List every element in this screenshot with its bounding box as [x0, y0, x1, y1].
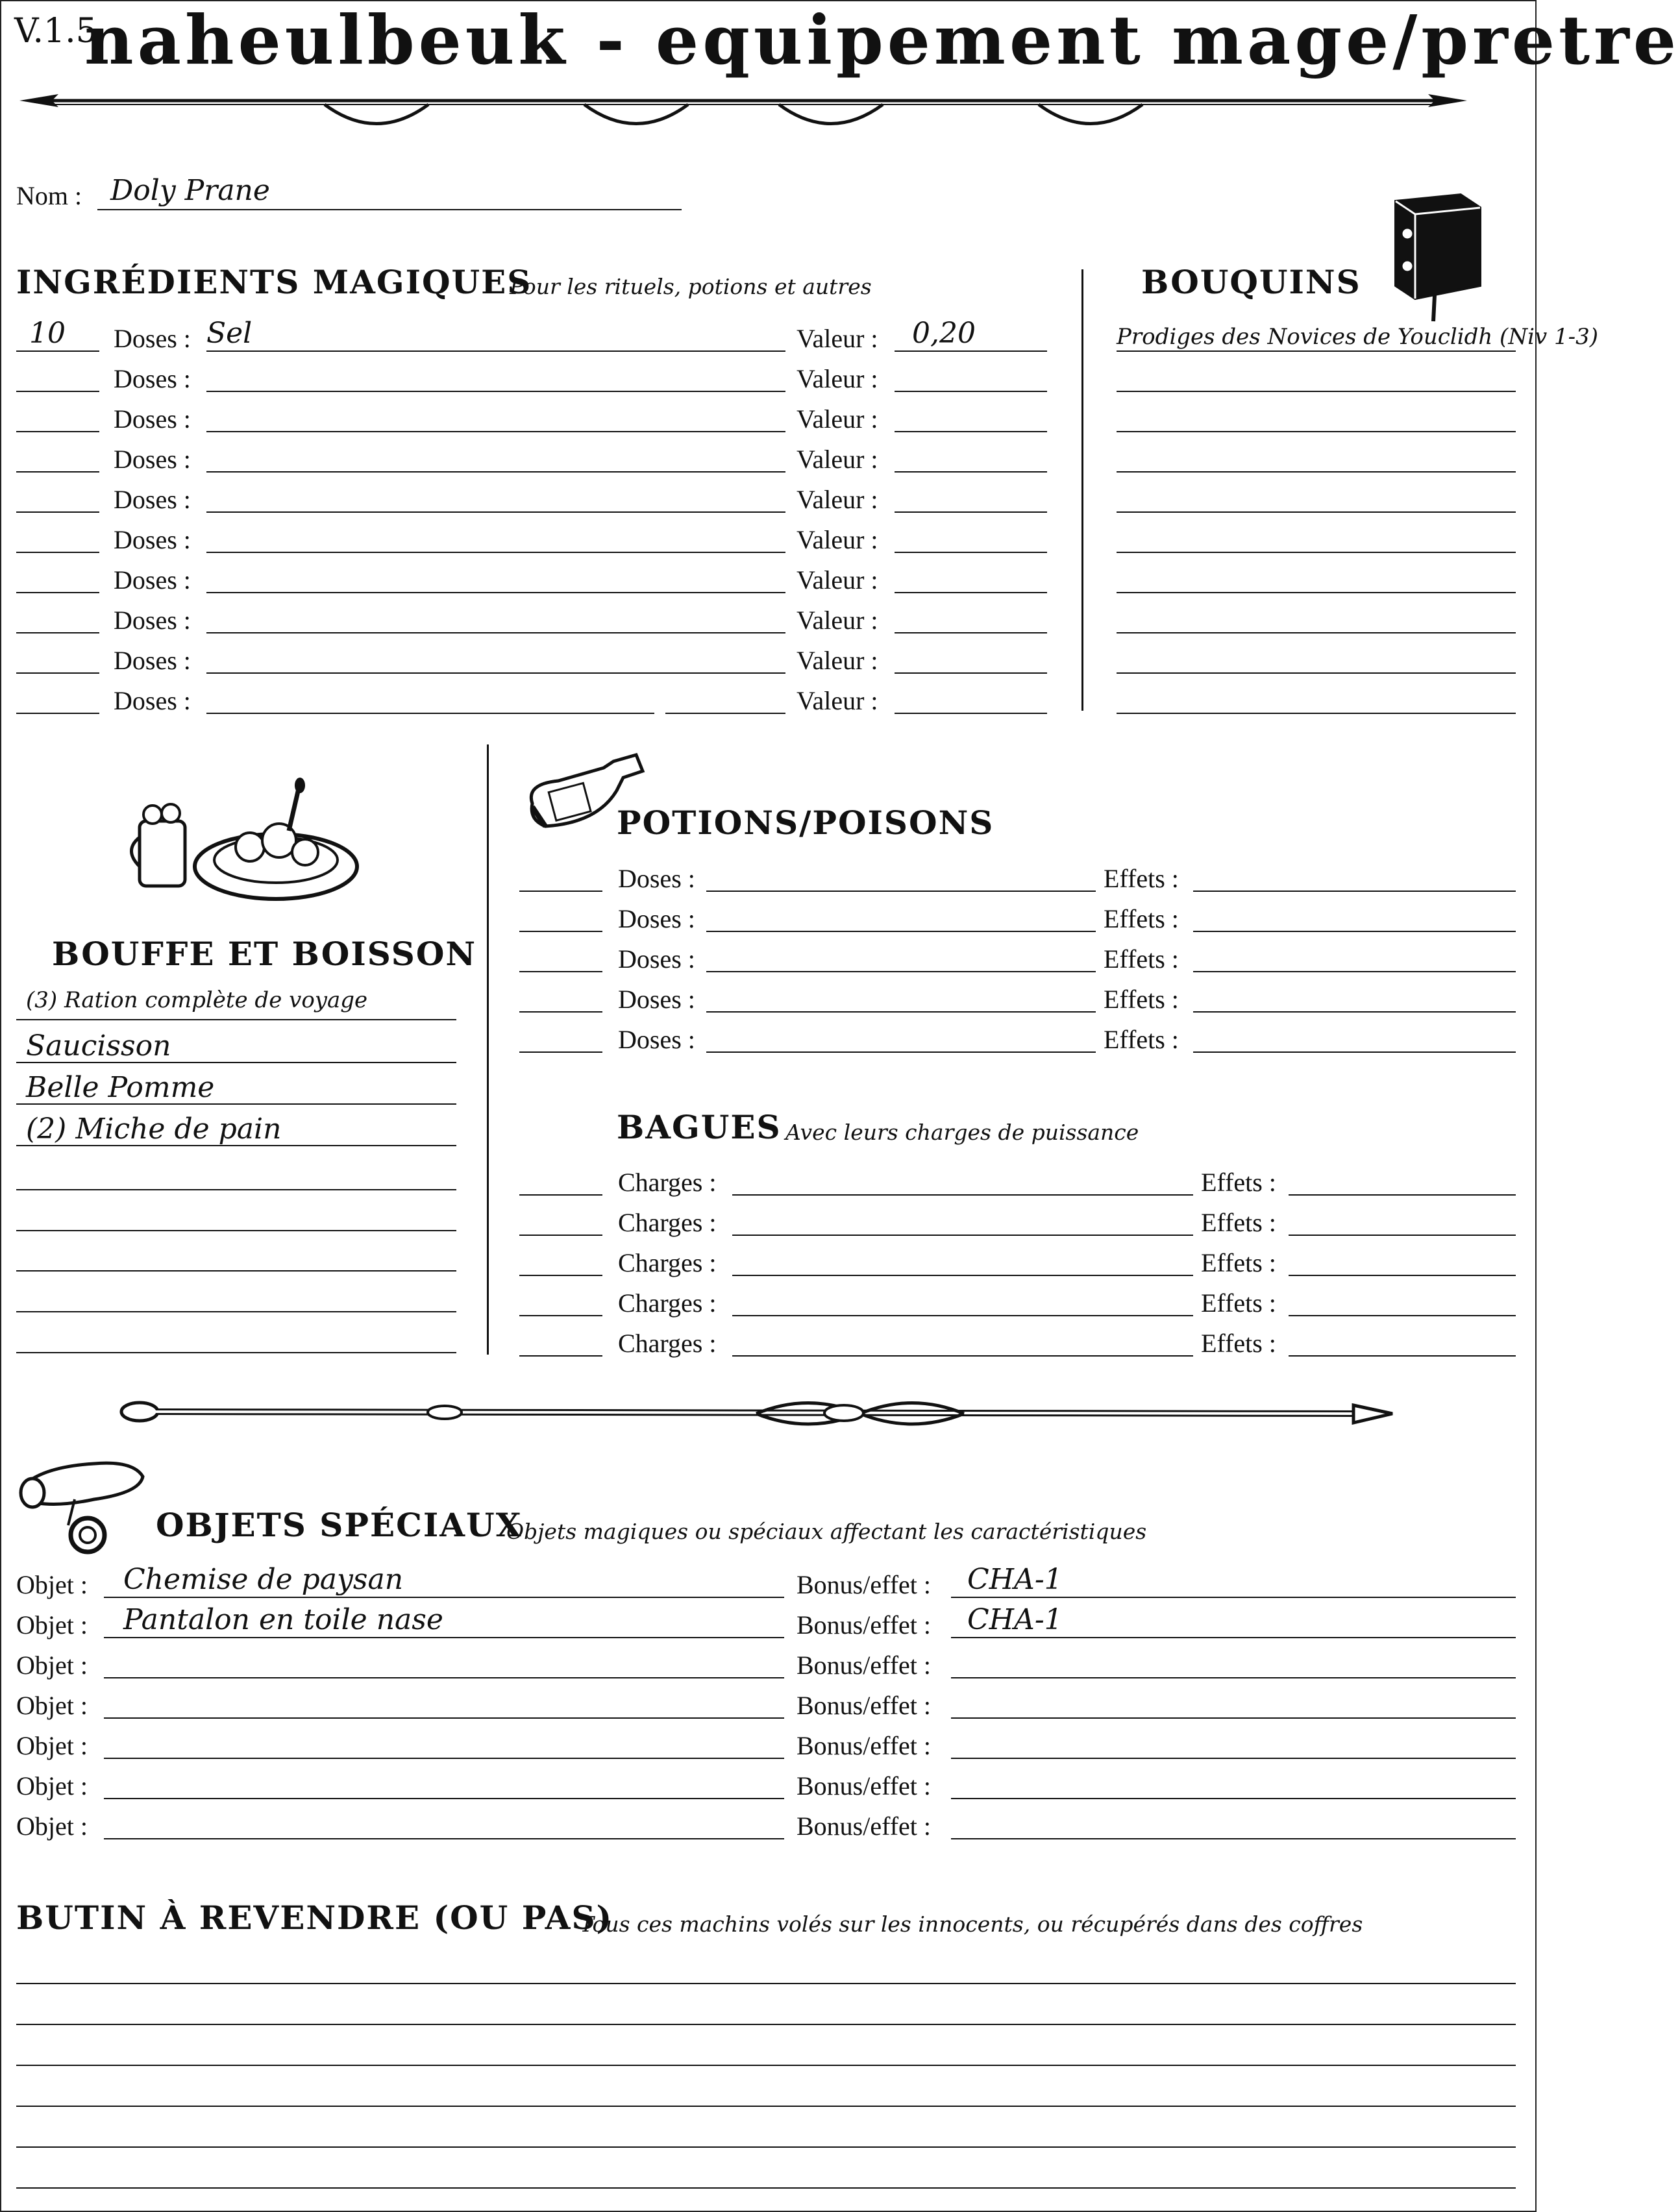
bouffe-line[interactable]	[16, 1230, 456, 1231]
potion-effect-line[interactable]	[1193, 1051, 1516, 1053]
bague-effect-line[interactable]	[1289, 1355, 1516, 1357]
bague-name-line[interactable]	[732, 1355, 1193, 1357]
ornament-arrow-icon	[13, 81, 1474, 140]
objet-label: Objet :	[16, 1570, 88, 1599]
ingredient-valeur-label: Valeur :	[797, 565, 878, 595]
ingredient-doses-label: Doses :	[114, 646, 191, 675]
ingredient-valeur-label: Valeur :	[797, 445, 878, 474]
bague-name-line[interactable]	[732, 1315, 1193, 1316]
objet-bonus-label: Bonus/effet :	[797, 1651, 932, 1680]
bague-effets-label: Effets :	[1201, 1208, 1276, 1237]
objet-bonus-label: Bonus/effet :	[797, 1731, 932, 1760]
objet-name-line[interactable]	[104, 1798, 784, 1799]
objets-heading: OBJETS SPÉCIAUX	[156, 1506, 523, 1544]
potion-effect-line[interactable]	[1193, 931, 1516, 932]
ingredient-valeur-label: Valeur :	[797, 525, 878, 554]
ingredient-name-line[interactable]	[206, 592, 785, 593]
objet-bonus-label: Bonus/effet :	[797, 1691, 932, 1720]
ingredient-valeur-label: Valeur :	[797, 324, 878, 353]
bouffe-heading: BOUFFE ET BOISSON	[52, 935, 477, 973]
ingredient-value-line[interactable]	[895, 552, 1047, 553]
ingredient-qty-line[interactable]	[16, 592, 99, 593]
ingredient-qty-line[interactable]	[16, 471, 99, 473]
butin-line[interactable]	[16, 2187, 1516, 2189]
potion-doses-label: Doses :	[618, 1025, 695, 1054]
ingredient-valeur-label: Valeur :	[797, 364, 878, 393]
bague-qty-line[interactable]	[519, 1275, 602, 1276]
staff-icon	[120, 1389, 1405, 1441]
potion-name-line[interactable]	[706, 971, 1096, 972]
objet-name-line[interactable]	[104, 1637, 784, 1638]
name-line	[97, 209, 682, 210]
objet-label: Objet :	[16, 1651, 88, 1680]
bague-qty-line[interactable]	[519, 1315, 602, 1316]
objets-subtitle: Objets magiques ou spéciaux affectant les caractéristiques	[506, 1519, 1147, 1544]
ingredient-qty-line[interactable]	[16, 511, 99, 513]
potion-qty-line[interactable]	[519, 1051, 602, 1053]
bague-charges-label: Charges :	[618, 1168, 717, 1197]
bouquin-entry[interactable]: Prodiges des Novices de Youclidh (Niv 1-3)	[1117, 324, 1598, 350]
bague-qty-line[interactable]	[519, 1194, 602, 1196]
objet-bonus-line[interactable]	[951, 1637, 1516, 1638]
bouquin-line[interactable]	[1117, 431, 1516, 432]
potion-qty-line[interactable]	[519, 971, 602, 972]
bagues-heading: BAGUES	[617, 1108, 782, 1146]
bague-qty-line[interactable]	[519, 1235, 602, 1236]
bouffe-line[interactable]	[16, 1352, 456, 1353]
objet-bonus-label: Bonus/effet :	[797, 1570, 932, 1599]
bague-name-line[interactable]	[732, 1275, 1193, 1276]
ingredient-doses-label: Doses :	[114, 445, 191, 474]
ingredient-name-line[interactable]	[206, 672, 785, 674]
potion-effect-line[interactable]	[1193, 1011, 1516, 1013]
ingredient-doses-label: Doses :	[114, 404, 191, 434]
ingredient-name-line[interactable]	[206, 511, 785, 513]
potion-doses-label: Doses :	[618, 944, 695, 974]
objet-bonus-line[interactable]	[951, 1677, 1516, 1678]
ingredient-qty-line[interactable]	[16, 350, 99, 352]
bouquin-line[interactable]	[1117, 592, 1516, 593]
bouquin-line[interactable]	[1117, 713, 1516, 714]
ingredient-doses-label: Doses :	[114, 324, 191, 353]
ingredient-qty-line[interactable]	[16, 391, 99, 392]
objet-label: Objet :	[16, 1812, 88, 1841]
objet-name-line[interactable]	[104, 1717, 784, 1719]
bouffe-line[interactable]	[16, 1189, 456, 1190]
ingredient-value-line[interactable]	[895, 391, 1047, 392]
ingredient-valeur-label: Valeur :	[797, 646, 878, 675]
ingredient-doses-label: Doses :	[114, 525, 191, 554]
potion-doses-label: Doses :	[618, 864, 695, 893]
bague-effets-label: Effets :	[1201, 1288, 1276, 1318]
bouquin-line[interactable]	[1117, 672, 1516, 674]
ingredient-doses-label: Doses :	[114, 606, 191, 635]
ingredient-qty-line[interactable]	[16, 431, 99, 432]
ingredient-qty-line[interactable]	[16, 672, 99, 674]
version-label: V.1.5	[14, 12, 97, 51]
ingredient-qty-line[interactable]	[16, 713, 99, 714]
objet-name-value[interactable]: Chemise de paysan	[123, 1563, 404, 1596]
butin-subtitle: Tous ces machins volés sur les innocents, ou récupérés dans des coffres	[580, 1911, 1363, 1937]
ingredient-valeur-label: Valeur :	[797, 404, 878, 434]
bouquin-line[interactable]	[1117, 471, 1516, 473]
ingredient-valeur-label: Valeur :	[797, 686, 878, 715]
ingredient-value-line[interactable]	[895, 713, 1047, 714]
scroll-ring-icon	[16, 1454, 153, 1561]
objet-name-line[interactable]	[104, 1597, 784, 1598]
bague-name-line[interactable]	[732, 1235, 1193, 1236]
ingredient-name-line[interactable]	[206, 552, 785, 553]
ingredient-valeur-label: Valeur :	[797, 606, 878, 635]
potion-name-line[interactable]	[706, 891, 1096, 892]
objet-name-line[interactable]	[104, 1677, 784, 1678]
bague-qty-line[interactable]	[519, 1355, 602, 1357]
potion-effets-label: Effets :	[1104, 864, 1179, 893]
bouquin-line[interactable]	[1117, 632, 1516, 633]
ingredients-heading: INGRÉDIENTS MAGIQUES	[16, 263, 532, 301]
ingredient-name-line[interactable]	[206, 431, 785, 432]
ingredient-value-line[interactable]	[895, 632, 1047, 633]
bague-charges-label: Charges :	[618, 1208, 717, 1237]
bouffe-line[interactable]	[16, 1019, 456, 1020]
bague-charges-label: Charges :	[618, 1329, 717, 1358]
butin-line[interactable]	[16, 2065, 1516, 2066]
bouquin-line[interactable]	[1117, 511, 1516, 513]
objet-bonus-label: Bonus/effet :	[797, 1610, 932, 1640]
butin-line[interactable]	[16, 2106, 1516, 2107]
objet-label: Objet :	[16, 1691, 88, 1720]
bague-effect-line[interactable]	[1289, 1315, 1516, 1316]
objet-label: Objet :	[16, 1731, 88, 1760]
potion-effets-label: Effets :	[1104, 985, 1179, 1014]
objet-bonus-line[interactable]	[951, 1597, 1516, 1598]
bouffe-entry[interactable]: Saucisson	[26, 1029, 171, 1063]
bague-effect-line[interactable]	[1289, 1275, 1516, 1276]
butin-line[interactable]	[16, 2146, 1516, 2148]
bouffe-entry[interactable]: (2) Miche de pain	[26, 1112, 282, 1146]
objet-label: Objet :	[16, 1610, 88, 1640]
potion-effect-line[interactable]	[1193, 971, 1516, 972]
bague-charges-label: Charges :	[618, 1288, 717, 1318]
ingredient-qty-line[interactable]	[16, 632, 99, 633]
bouffe-line[interactable]	[16, 1311, 456, 1312]
bague-name-line[interactable]	[732, 1194, 1193, 1196]
bague-effets-label: Effets :	[1201, 1168, 1276, 1197]
potion-effect-line[interactable]	[1193, 891, 1516, 892]
potion-effets-label: Effets :	[1104, 944, 1179, 974]
ingredient-value-line[interactable]	[895, 511, 1047, 513]
objet-bonus-line[interactable]	[951, 1758, 1516, 1759]
objet-bonus-line[interactable]	[951, 1798, 1516, 1799]
ingredient-value-line[interactable]	[895, 592, 1047, 593]
potion-qty-line[interactable]	[519, 1011, 602, 1013]
potions-heading: POTIONS/POISONS	[617, 804, 994, 842]
bouquin-line[interactable]	[1117, 552, 1516, 553]
objet-bonus-value[interactable]: CHA-1	[967, 1603, 1063, 1636]
objet-name-line[interactable]	[104, 1838, 784, 1839]
ingredient-value-value[interactable]: 0,20	[912, 317, 976, 350]
ingredient-doses-label: Doses :	[114, 686, 191, 715]
bague-charges-label: Charges :	[618, 1248, 717, 1277]
bague-effect-line[interactable]	[1289, 1235, 1516, 1236]
bouffe-entry[interactable]: (3) Ration complète de voyage	[26, 987, 368, 1013]
potion-effets-label: Effets :	[1104, 1025, 1179, 1054]
potion-name-line[interactable]	[706, 931, 1096, 932]
potion-effets-label: Effets :	[1104, 904, 1179, 933]
ingredient-doses-label: Doses :	[114, 565, 191, 595]
ingredient-value-line[interactable]	[895, 431, 1047, 432]
ingredient-doses-label: Doses :	[114, 485, 191, 514]
ingredient-qty-value[interactable]: 10	[29, 317, 66, 350]
butin-line[interactable]	[16, 1983, 1516, 1984]
butin-heading: BUTIN À REVENDRE (OU PAS)	[16, 1899, 613, 1937]
bouquin-line[interactable]	[1117, 350, 1516, 352]
bouquins-heading: BOUQUINS	[1141, 263, 1361, 301]
potion-name-line[interactable]	[706, 1051, 1096, 1053]
ingredient-name-line[interactable]	[206, 391, 785, 392]
potion-doses-label: Doses :	[618, 985, 695, 1014]
ingredient-name-line[interactable]	[206, 350, 785, 352]
objet-label: Objet :	[16, 1771, 88, 1800]
ingredient-name-line[interactable]	[206, 632, 785, 633]
objet-name-line[interactable]	[104, 1758, 784, 1759]
bague-effets-label: Effets :	[1201, 1248, 1276, 1277]
page-title: naheulbeuk - equipement mage/pretre	[84, 0, 1680, 80]
objet-name-value[interactable]: Pantalon en toile nase	[123, 1603, 443, 1636]
objet-bonus-label: Bonus/effet :	[797, 1771, 932, 1800]
ingredient-name-line-extra[interactable]	[665, 713, 785, 714]
ingredient-doses-label: Doses :	[114, 364, 191, 393]
bouffe-line[interactable]	[16, 1270, 456, 1272]
ingredient-valeur-label: Valeur :	[797, 485, 878, 514]
bagues-subtitle: Avec leurs charges de puissance	[785, 1120, 1139, 1145]
ingredient-value-line[interactable]	[895, 471, 1047, 473]
ingredient-value-line[interactable]	[895, 350, 1047, 352]
objet-bonus-line[interactable]	[951, 1838, 1516, 1839]
bouffe-entry[interactable]: Belle Pomme	[26, 1071, 215, 1104]
ingredient-name-value[interactable]: Sel	[206, 317, 253, 350]
potion-qty-line[interactable]	[519, 931, 602, 932]
name-label: Nom :	[16, 181, 82, 210]
objet-bonus-line[interactable]	[951, 1717, 1516, 1719]
objet-bonus-value[interactable]: CHA-1	[967, 1563, 1063, 1596]
ingredient-name-line[interactable]	[206, 471, 785, 473]
bouquin-line[interactable]	[1117, 391, 1516, 392]
bague-effect-line[interactable]	[1289, 1194, 1516, 1196]
bague-effets-label: Effets :	[1201, 1329, 1276, 1358]
ingredient-qty-line[interactable]	[16, 552, 99, 553]
potion-qty-line[interactable]	[519, 891, 602, 892]
name-value[interactable]: Doly Prane	[110, 174, 270, 207]
ingredient-name-line[interactable]	[206, 713, 654, 714]
food-plate-icon	[133, 776, 360, 905]
potion-name-line[interactable]	[706, 1011, 1096, 1013]
ingredient-value-line[interactable]	[895, 672, 1047, 674]
ingredients-subtitle: Pour les rituels, potions et autres	[510, 274, 872, 299]
divider-vertical-top	[1081, 269, 1083, 711]
divider-vertical-middle	[487, 744, 489, 1355]
objet-bonus-label: Bonus/effet :	[797, 1812, 932, 1841]
potion-doses-label: Doses :	[618, 904, 695, 933]
butin-line[interactable]	[16, 2024, 1516, 2025]
book-icon	[1383, 188, 1487, 318]
